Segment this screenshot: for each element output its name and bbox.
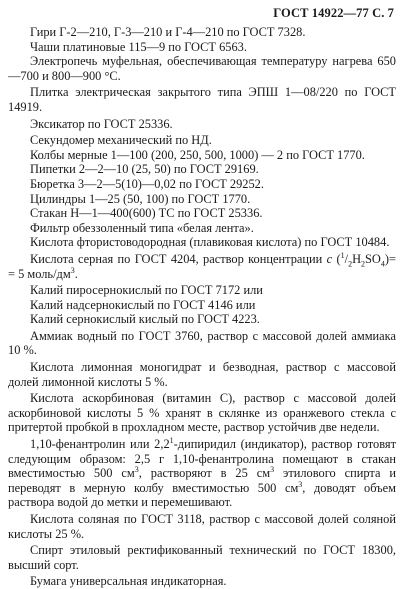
text-line: Кислота лимонная моногидрат и безводная, раствор с массовой долей лимонной кислоты 5 %. <box>8 360 396 389</box>
text-line: Кислота фтористоводородная (плавиковая кислота) по ГОСТ 10484. <box>30 235 390 250</box>
text-line: Пипетки 2—2—10 (25, 50) по ГОСТ 29169. <box>30 162 259 177</box>
text-line: Бюретка 3—2—5(10)—0,02 по ГОСТ 29252. <box>30 176 264 191</box>
text-line: Секундомер механический по НД. <box>30 133 212 148</box>
text-line: Аммиак водный по ГОСТ 3760, раствор с массовой долей аммиака 10 %. <box>8 328 396 358</box>
text-line: Электропечь муфельная, обеспечивающая температуру нагрева 650—700 и 800—900 °С. <box>8 54 396 83</box>
indicator-paragraph: 1,10-фенантролин или $2,2^1$-дипиридил (индикатор), раствор готовят следующим образом: 2,5 г 1,10-фенантролина помещают в стакан вместимостью 500 $см^3$, растворяют в 25 $см^3$ этилового спирта и переводят в мерную колбу вместимостью 500 $см^3$, доводят объем раствора водой до метки и перемешивают. <box>8 435 397 510</box>
page-header: ГОСТ 14922—77 С. 7 <box>273 6 394 20</box>
text-line: Колбы мерные 1—100 (200, 250, 500, 1000) — 2 по ГОСТ 1770. <box>30 147 365 162</box>
text-line: Фильтр обеззоленный типа «белая лента». <box>30 220 254 235</box>
document-body <box>8 25 396 589</box>
text-line: Калий надсернокислый по ГОСТ 4146 или <box>30 297 256 312</box>
sulfuric-acid-line: Кислота серная по ГОСТ 4204, раствор концентрации c $(^1/_2H_2SO_4)= = 5$ моль/$дм^3$. <box>8 250 396 281</box>
text-line: Плитка электрическая закрытого типа ЭПШ 1—08/220 по ГОСТ 14919. <box>8 85 396 114</box>
text-line: Цилиндры 1—25 (50, 100) по ГОСТ 1770. <box>30 191 251 206</box>
text-line: Кислота соляная по ГОСТ 3118, раствор с массовой долей соляной кислоты 25 %. <box>8 512 396 541</box>
text-line: Гири Г-2—210, Г-3—210 и Г-4—210 по ГОСТ 7328. <box>30 25 306 39</box>
text-line: Чаши платиновые 115—9 по ГОСТ 6563. <box>30 39 247 54</box>
text-line: Эксикатор по ГОСТ 25336. <box>30 116 173 131</box>
text-line: Калий сернокислый кислый по ГОСТ 4223. <box>30 312 260 327</box>
text-line: Калий пиросернокислый по ГОСТ 7172 или <box>30 283 263 298</box>
text-line: Кислота аскорбиновая (витамин С), раствор с массовой долей аскорбиновой кислоты 5 % хранят в склянке из оранжевого стекла с притертой пробкой в прохладном месте, раствор устойчив две недели. <box>8 391 396 435</box>
text-line: Спирт этиловый ректификованный технический по ГОСТ 18300, высший сорт. <box>8 543 396 572</box>
text-line: Бумага универсальная индикаторная. <box>30 574 227 589</box>
text-line: Стакан Н—1—400(600) ТС по ГОСТ 25336. <box>30 206 263 221</box>
